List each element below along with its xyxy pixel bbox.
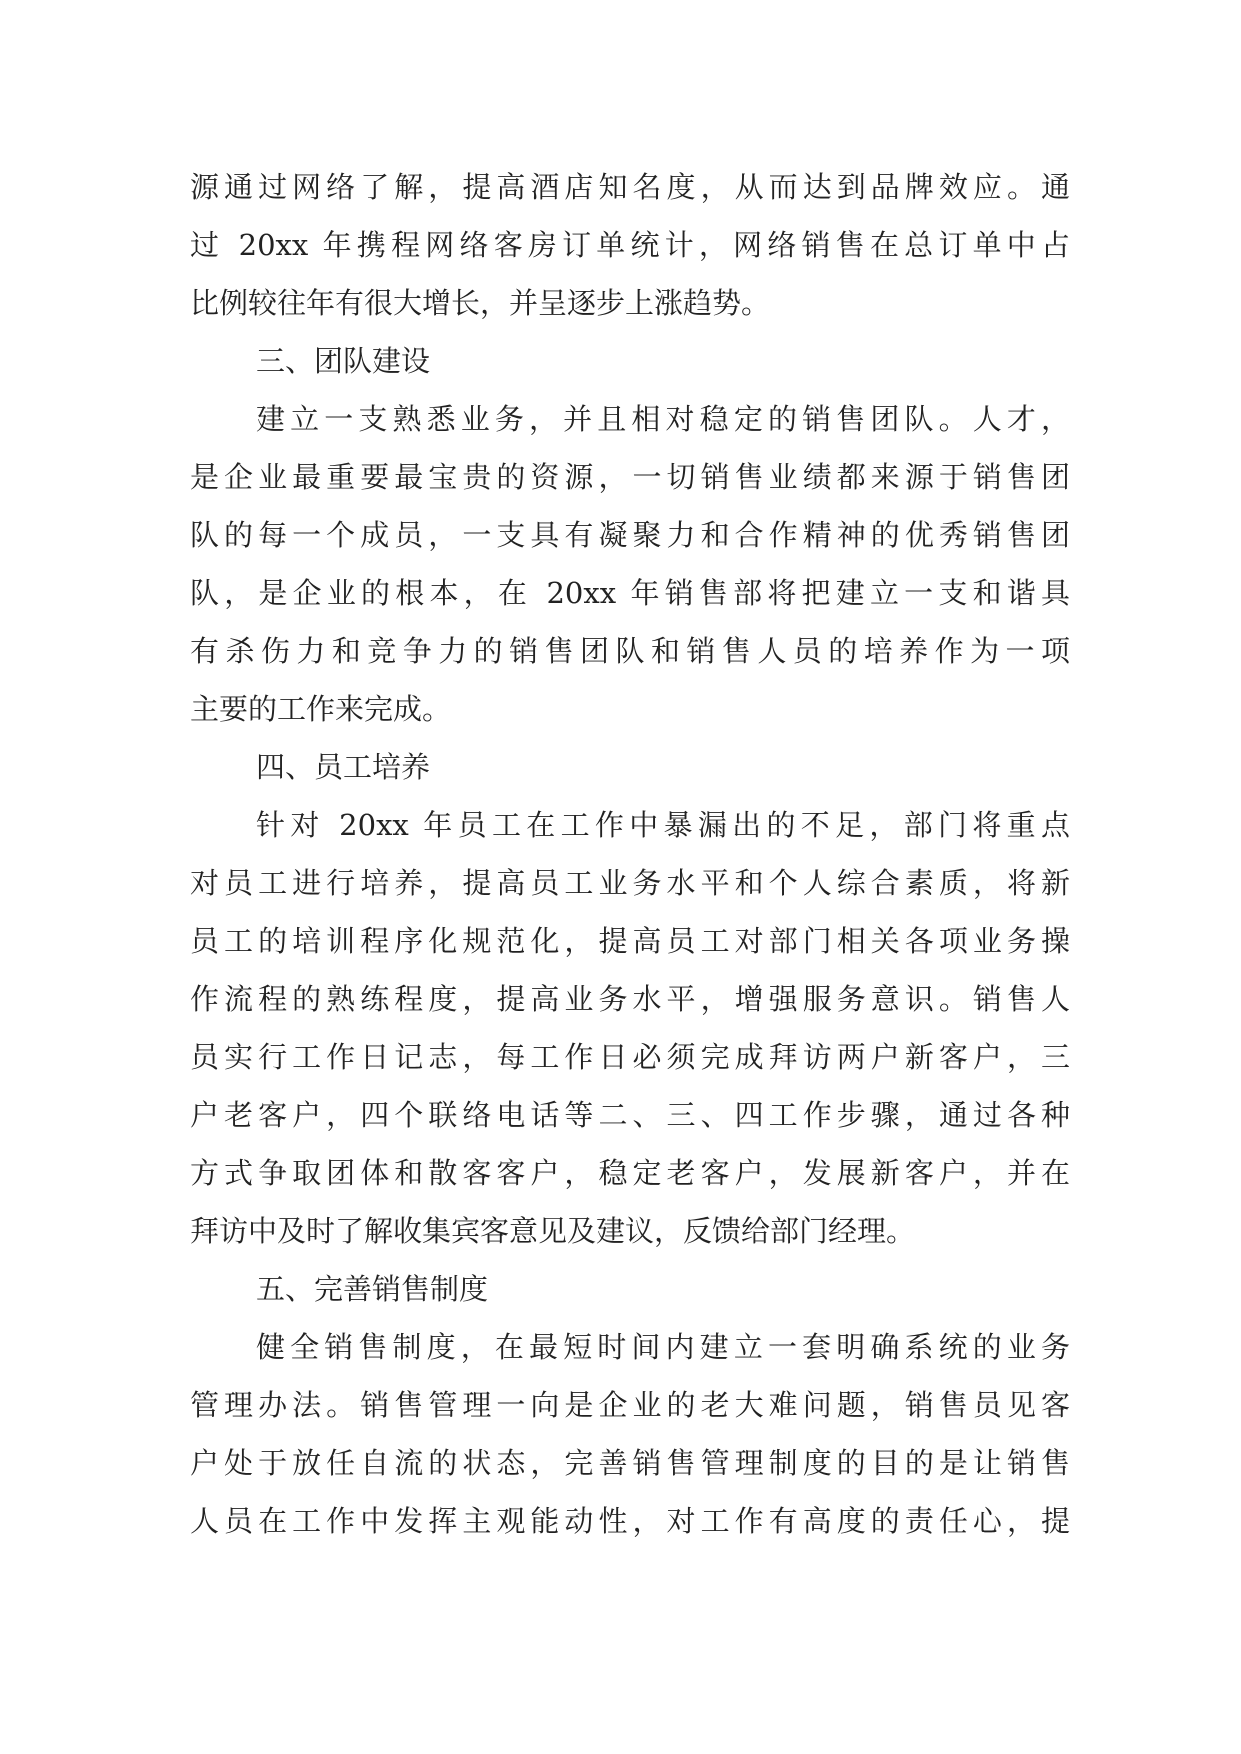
paragraph-line: 员工的培训程序化规范化，提高员工对部门相关各项业务操 [190,924,1070,958]
paragraph-line: 对员工进行培养，提高员工业务水平和个人综合素质，将新 [190,866,1070,900]
paragraph-line: 健全销售制度，在最短时间内建立一套明确系统的业务 [256,1330,1070,1364]
document-body [190,158,1070,1550]
section-heading-staff-training: 四、员工培养 [256,750,431,784]
paragraph-line: 拜访中及时了解收集宾客意见及建议，反馈给部门经理。 [190,1214,916,1248]
paragraph-line: 作流程的熟练程度，提高业务水平，增强服务意识。销售人 [190,982,1070,1016]
paragraph-line: 户老客户，四个联络电话等二、三、四工作步骤，通过各种 [190,1098,1070,1132]
paragraph-line: 户处于放任自流的状态，完善销售管理制度的目的是让销售 [190,1446,1070,1480]
paragraph-line: 员实行工作日记志，每工作日必须完成拜访两户新客户，三 [190,1040,1070,1074]
paragraph-line: 过 20xx 年携程网络客房订单统计，网络销售在总订单中占 [190,228,1070,262]
paragraph-line: 管理办法。销售管理一向是企业的老大难问题，销售员见客 [190,1388,1070,1422]
paragraph-line: 方式争取团体和散客客户，稳定老客户，发展新客户，并在 [190,1156,1070,1190]
section-heading-sales-system: 五、完善销售制度 [256,1272,489,1306]
paragraph-line: 有杀伤力和竞争力的销售团队和销售人员的培养作为一项 [190,634,1070,668]
paragraph-line: 主要的工作来完成。 [190,692,452,726]
paragraph-line: 源通过网络了解，提高酒店知名度，从而达到品牌效应。通 [190,170,1070,204]
paragraph-line: 队，是企业的根本，在 20xx 年销售部将把建立一支和谐具 [190,576,1070,610]
paragraph-line: 队的每一个成员，一支具有凝聚力和合作精神的优秀销售团 [190,518,1070,552]
paragraph-line: 人员在工作中发挥主观能动性，对工作有高度的责任心，提 [190,1504,1070,1538]
paragraph-line: 针对 20xx 年员工在工作中暴漏出的不足，部门将重点 [256,808,1070,842]
paragraph-line: 比例较往年有很大增长，并呈逐步上涨趋势。 [190,286,771,320]
section-heading-team-building: 三、团队建设 [256,344,431,378]
paragraph-line: 建立一支熟悉业务，并且相对稳定的销售团队。人才， [256,402,1070,436]
paragraph-line: 是企业最重要最宝贵的资源，一切销售业绩都来源于销售团 [190,460,1070,494]
